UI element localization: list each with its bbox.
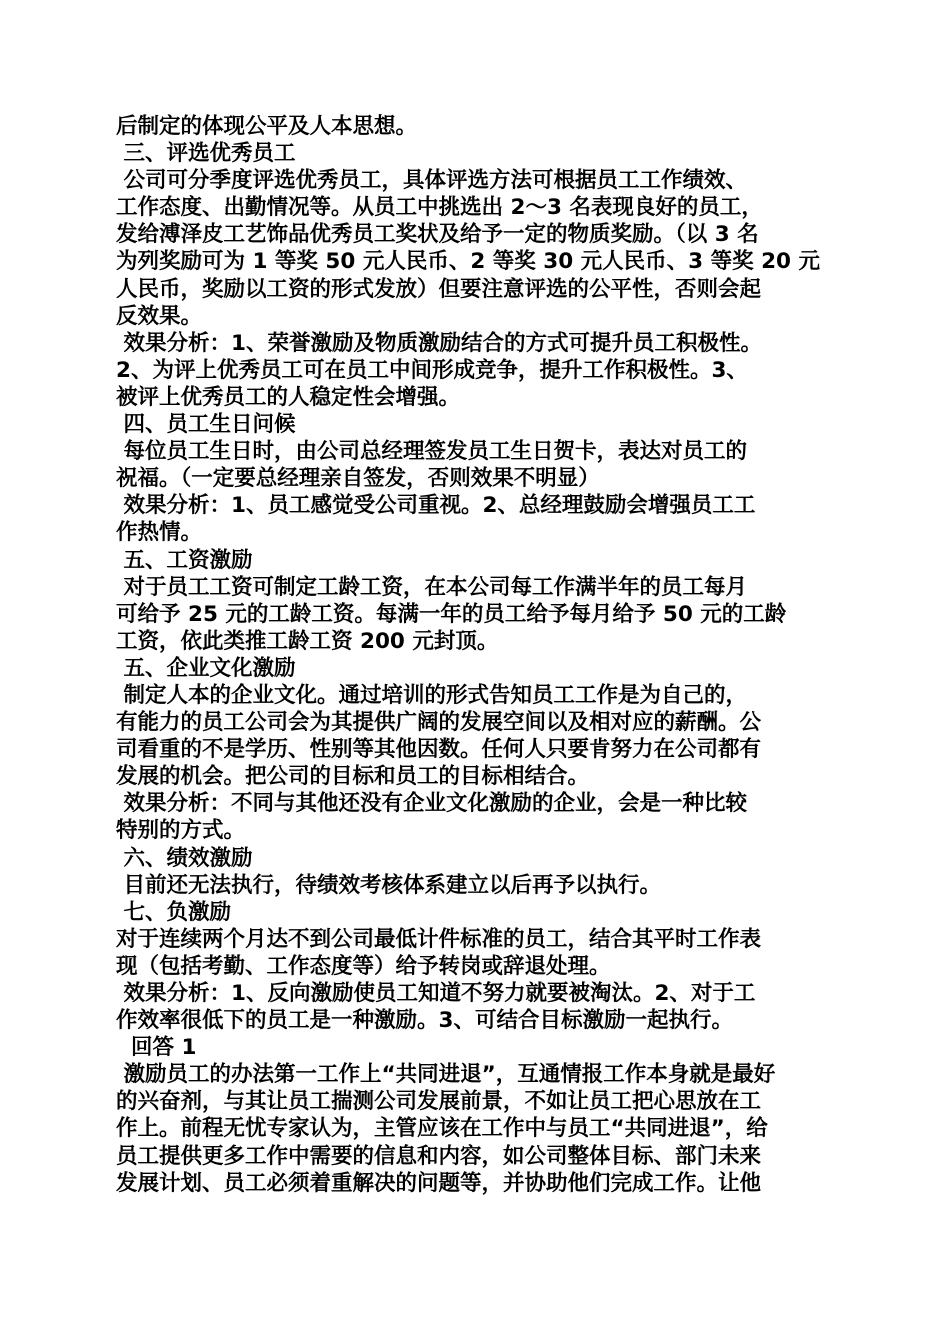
- text-line: 制定人本的企业文化。通过培训的形式告知员工工作是为自己的，: [116, 682, 747, 708]
- text-line: 发展的机会。把公司的目标和员工的目标相结合。: [116, 764, 590, 790]
- text-line: 现（包括考勤、工作态度等）给予转岗或辞退处理。: [116, 953, 611, 979]
- text-line: 效果分析：不同与其他还没有企业文化激励的企业，会是一种比较: [116, 791, 747, 817]
- text-line: 发展计划、员工必须着重解决的问题等，并协助他们完成工作。让他: [116, 1170, 762, 1196]
- section-heading: 五、企业文化激励: [116, 655, 296, 681]
- text-line: 每位员工生日时，由公司总经理签发员工生日贺卡，表达对员工的: [116, 439, 747, 465]
- text-line: 公司可分季度评选优秀员工，具体评选方法可根据员工工作绩效、: [116, 168, 747, 194]
- text-line: 对于员工工资可制定工龄工资，在本公司每工作满半年的员工每月: [116, 574, 747, 600]
- text-line: 后制定的体现公平及人本思想。: [116, 114, 418, 139]
- text-line: 工资，依此类推工龄工资 200 元封顶。: [116, 628, 499, 654]
- text-line: 2、为评上优秀员工可在员工中间形成竞争，提升工作积极性。3、: [116, 357, 748, 383]
- text-line: 目前还无法执行，待绩效考核体系建立以后再予以执行。: [116, 872, 661, 898]
- text-line: 特别的方式。: [116, 818, 246, 844]
- text-line: 效果分析：1、反向激励使员工知道不努力就要被淘汰。2、对于工: [116, 981, 756, 1006]
- section-heading: 回答 1: [116, 1035, 197, 1061]
- text-line: 作效率很低下的员工是一种激励。3、可结合目标激励一起执行。: [116, 1008, 733, 1034]
- section-heading: 三、评选优秀员工: [116, 141, 296, 167]
- section-heading: 五、工资激励: [116, 547, 253, 573]
- text-line: 效果分析：1、员工感觉受公司重视。2、总经理鼓励会增强员工工: [116, 493, 756, 519]
- text-line: 效果分析：1、荣誉激励及物质激励结合的方式可提升员工积极性。: [116, 330, 762, 356]
- text-line: 作上。前程无忧专家认为，主管应该在工作中与员工“共同进退”，给: [116, 1116, 768, 1142]
- text-line: 作热情。: [116, 520, 203, 546]
- text-line: 被评上优秀员工的人稳定性会增强。: [116, 384, 461, 410]
- text-line: 发给溥泽皮工艺饰品优秀员工奖状及给予一定的物质奖励。（以 3 名: [116, 222, 759, 248]
- text-line: 为列奖励可为 1 等奖 50 元人民币、2 等奖 30 元人民币、3 等奖 20 元: [116, 249, 820, 275]
- text-line: 可给予 25 元的工龄工资。每满一年的员工给予每月给予 50 元的工龄: [116, 601, 787, 627]
- section-heading: 四、员工生日问候: [116, 412, 296, 438]
- text-line: 员工提供更多工作中需要的信息和内容，如公司整体目标、部门未来: [116, 1143, 762, 1169]
- text-line: 祝福。（一定要总经理亲自签发，否则效果不明显）: [116, 466, 600, 492]
- section-heading: 七、负激励: [116, 899, 231, 925]
- text-line: 的兴奋剂，与其让员工揣测公司发展前景，不如让员工把心思放在工: [116, 1089, 762, 1115]
- text-line: 人民币，奖励以工资的形式发放）但要注意评选的公平性，否则会起: [116, 276, 762, 302]
- text-line: 有能力的员工公司会为其提供广阔的发展空间以及相对应的薪酬。公: [116, 710, 762, 736]
- text-line: 对于连续两个月达不到公司最低计件标准的员工，结合其平时工作表: [116, 926, 762, 952]
- text-line: 司看重的不是学历、性别等其他因数。任何人只要肯努力在公司都有: [116, 737, 762, 763]
- text-line: 反效果。: [116, 303, 203, 329]
- section-heading: 六、绩效激励: [116, 845, 253, 871]
- text-line: 激励员工的办法第一工作上“共同进退”，互通情报工作本身就是最好: [116, 1062, 776, 1088]
- document-body: [116, 113, 838, 1197]
- text-line: 工作态度、出勤情况等。从员工中挑选出 2～3 名表现良好的员工，: [116, 195, 763, 221]
